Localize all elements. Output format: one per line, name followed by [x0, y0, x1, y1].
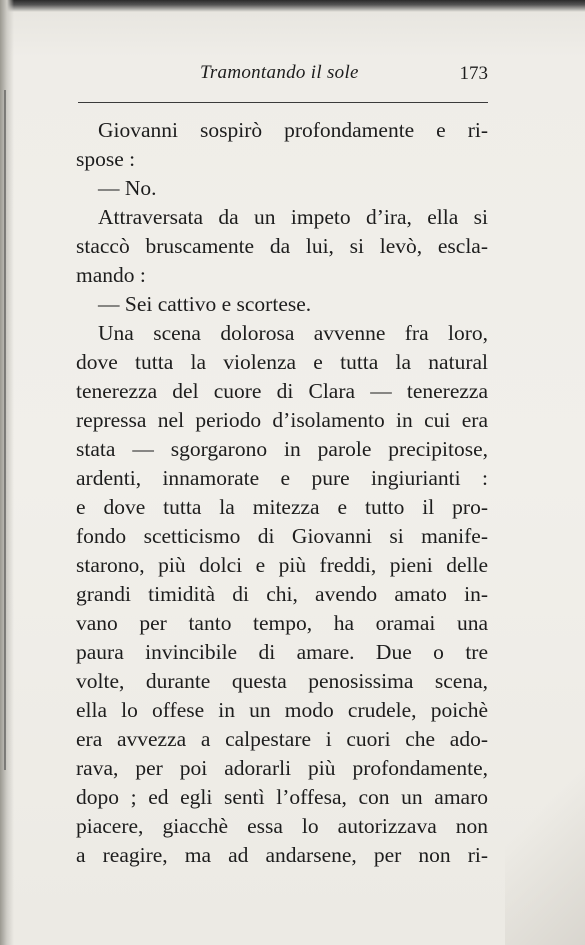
text-line: starono, più dolci e più freddi, pieni delle [76, 553, 488, 577]
text-line: rava, per poi adorarli più profondamente, [76, 756, 488, 780]
text-line: fondo scetticismo di Giovanni si manife- [76, 524, 488, 548]
text-line: staccò bruscamente da lui, si levò, escla- [76, 234, 488, 258]
text-line: era avvezza a calpestare i cuori che ado- [76, 727, 488, 751]
text-line: vano per tanto tempo, ha oramai una [76, 611, 488, 635]
text-line: stata — sgorgarono in parole precipitose, [76, 437, 488, 461]
text-line: Attraversata da un impeto d’ira, ella si [98, 205, 488, 229]
text-line: Giovanni sospirò profondamente e ri- [98, 118, 488, 142]
text-line: ardenti, innamorate e pure ingiurianti : [76, 466, 488, 490]
text-line: grandi timidità di chi, avendo amato in- [76, 582, 488, 606]
text-line: spose : [76, 147, 136, 171]
text-line: dove tutta la violenza e tutta la natural [76, 350, 488, 374]
text-line: volte, durante questa penosissima scena, [76, 669, 488, 693]
text-line: piacere, giacchè essa lo autorizzava non [76, 814, 488, 838]
page-top-edge [0, 0, 585, 12]
text-line: paura invincibile di amare. Due o tre [76, 640, 488, 664]
text-line: Una scena dolorosa avvenne fra loro, [98, 321, 488, 345]
text-line: tenerezza del cuore di Clara — tenerezza [76, 379, 488, 403]
page-corner-shadow [505, 725, 585, 945]
text-line: mando : [76, 263, 146, 287]
text-line: dopo ; ed egli sentì l’offesa, con un amaro [76, 785, 488, 809]
page-header [78, 62, 488, 92]
text-line: a reagire, ma ad andarsene, per non ri- [76, 843, 488, 867]
text-line: ella lo offese in un modo crudele, poichè [76, 698, 488, 722]
text-line: — Sei cattivo e scortese. [98, 292, 312, 316]
text-line: repressa nel periodo d’isolamento in cui era [76, 408, 488, 432]
text-line: e dove tutta la mitezza e tutto il pro- [76, 495, 488, 519]
body-text [76, 116, 488, 870]
running-title: Tramontando il sole [200, 62, 359, 83]
text-line: — No. [98, 176, 157, 200]
header-rule [78, 102, 488, 103]
binding-marks [4, 90, 12, 770]
page-number: 173 [459, 63, 488, 84]
